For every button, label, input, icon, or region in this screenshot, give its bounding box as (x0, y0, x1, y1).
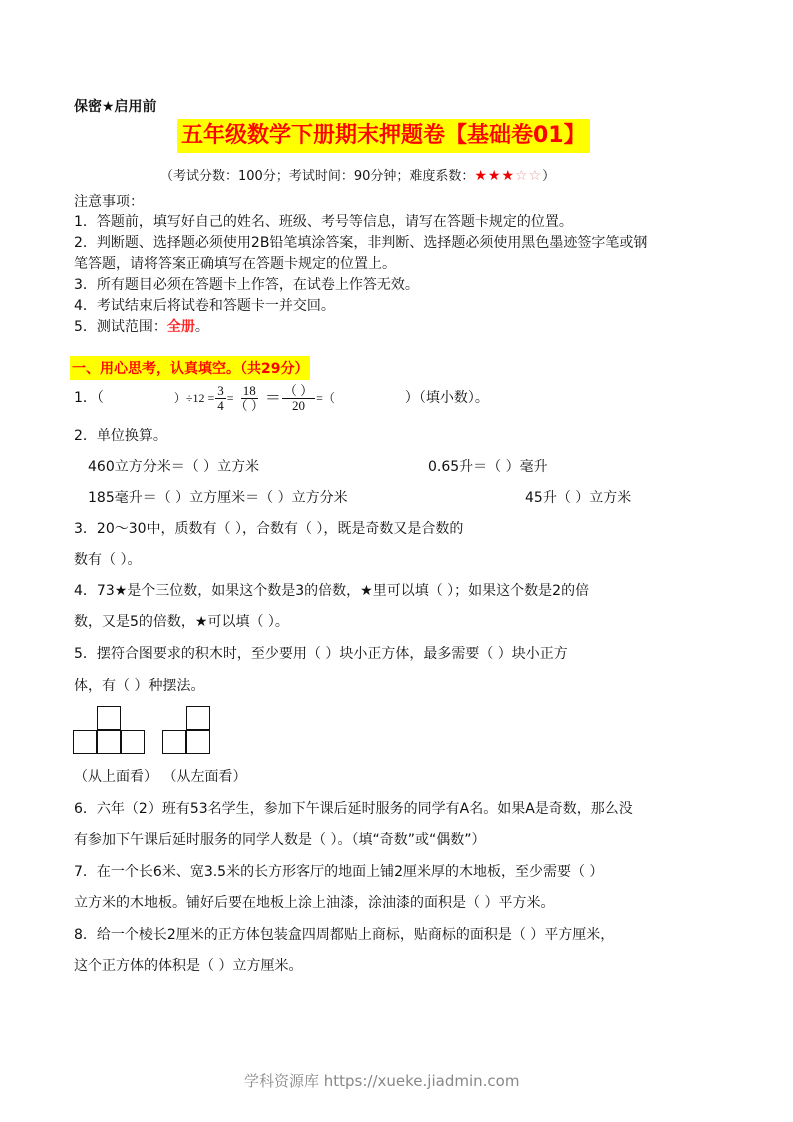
question-4-line1: 4．73★是个三位数，如果这个数是3的倍数，★里可以填（ ）；如果这个数是2的倍 (74, 583, 590, 599)
page-title: 五年级数学下册期末押题卷【基础卷01】 (177, 119, 590, 153)
fraction-20: $\frac{( )}{20}$ (283, 382, 314, 413)
question-2-stem: 2．单位换算。 (74, 428, 167, 444)
q2-row1-left: 460立方分米＝（ ）立方米 (88, 459, 260, 475)
question-7-line1: 7．在一个长6米、宽3.5米的长方形客厅的地面上铺2厘米厚的木地板，至少需要（ ） (74, 864, 604, 880)
equals-sign: ＝ (264, 388, 281, 407)
empty-star-icon: ☆☆ (515, 168, 543, 184)
notice-scope (74, 317, 209, 337)
notice-item: 3．所有题目必须在答题卡上作答，在试卷上作答无效。 (74, 277, 419, 293)
difficulty-stars (474, 168, 542, 184)
q1-part-a: 1．（ (74, 390, 104, 406)
q2-row2-right: 45升（ ）立方米 (525, 490, 632, 506)
q1-part-eq3: =（ (316, 391, 335, 405)
question-6-line1: 6．六年（2）班有53名学生，参加下午课后延时服务的同学有A名。如果A是奇数，那么没 (74, 801, 633, 817)
footer-watermark: 学科资源库 https://xueke.jiadmin.com (244, 1072, 520, 1090)
notice-item: 4．考试结束后将试卷和答题卡一并交回。 (74, 298, 335, 314)
question-4-line2: 数，又是5的倍数，★可以填（ ）。 (74, 614, 289, 630)
figure-caption: （从上面看） （从左面看） (74, 769, 247, 785)
equals-sign: = (226, 391, 234, 405)
q1-part-b: ）÷12 = (173, 391, 215, 405)
notice-item: 2．判断题、选择题必须使用2B铅笔填涂答案，非判断、选择题必须使用黑色墨迹签字笔或钢 (74, 235, 648, 251)
scope-suffix: 。 (194, 319, 209, 335)
section-title: 一、用心思考，认真填空。（共29分） (70, 356, 310, 380)
question-3-line2: 数有（ ）。 (74, 552, 142, 568)
exam-info (160, 165, 555, 184)
exam-info-close: ） (542, 169, 556, 184)
question-3-line1: 3．20～30中，质数有（ ），合数有（ ），既是奇数又是合数的 (74, 521, 464, 537)
fraction-18: $\frac{18}{( )}$ (234, 382, 264, 413)
confidential-label: 保密★启用前 (74, 99, 157, 115)
fraction-3-4: $\frac{3}{4}$ (217, 382, 224, 413)
question-1 (74, 378, 489, 418)
left-view-figure (162, 706, 214, 756)
question-5-line1: 5．摆符合图要求的积木时，至少要用（ ）块小正方体，最多需要（ ）块小正方 (74, 646, 568, 662)
notice-item: 笔答题，请将答案正确填写在答题卡规定的位置上。 (74, 256, 396, 272)
question-8-line1: 8．给一个棱长2厘米的正方体包装盒四周都贴上商标，贴商标的面积是（ ）平方厘米， (74, 927, 615, 943)
question-8-line2: 这个正方体的体积是（ ）立方厘米。 (74, 958, 303, 974)
scope-value: 全册 (166, 319, 195, 335)
exam-info-text: （考试分数：100分；考试时间：90分钟；难度系数： (160, 169, 475, 184)
q2-row2-left: 185毫升＝（ ）立方厘米＝（ ）立方分米 (88, 490, 348, 506)
q2-row1-right: 0.65升＝（ ）毫升 (428, 459, 548, 475)
question-5-line2: 体，有（ ）种摆法。 (74, 678, 205, 694)
top-view-figure (73, 706, 149, 756)
question-6-line2: 有参加下午课后延时服务的同学人数是（ ）。（填“奇数”或“偶数”） (74, 832, 486, 848)
notice-item: 1．答题前，填写好自己的姓名、班级、考号等信息，请写在答题卡规定的位置。 (74, 214, 573, 230)
scope-prefix: 5．测试范围： (74, 319, 167, 335)
notice-heading: 注意事项： (74, 194, 144, 210)
q1-part-c: ）（填小数）。 (404, 390, 489, 406)
filled-star-icon: ★★★ (474, 168, 516, 184)
question-7-line2: 立方米的木地板。铺好后要在地板上涂上油漆，涂油漆的面积是（ ）平方米。 (74, 895, 555, 911)
